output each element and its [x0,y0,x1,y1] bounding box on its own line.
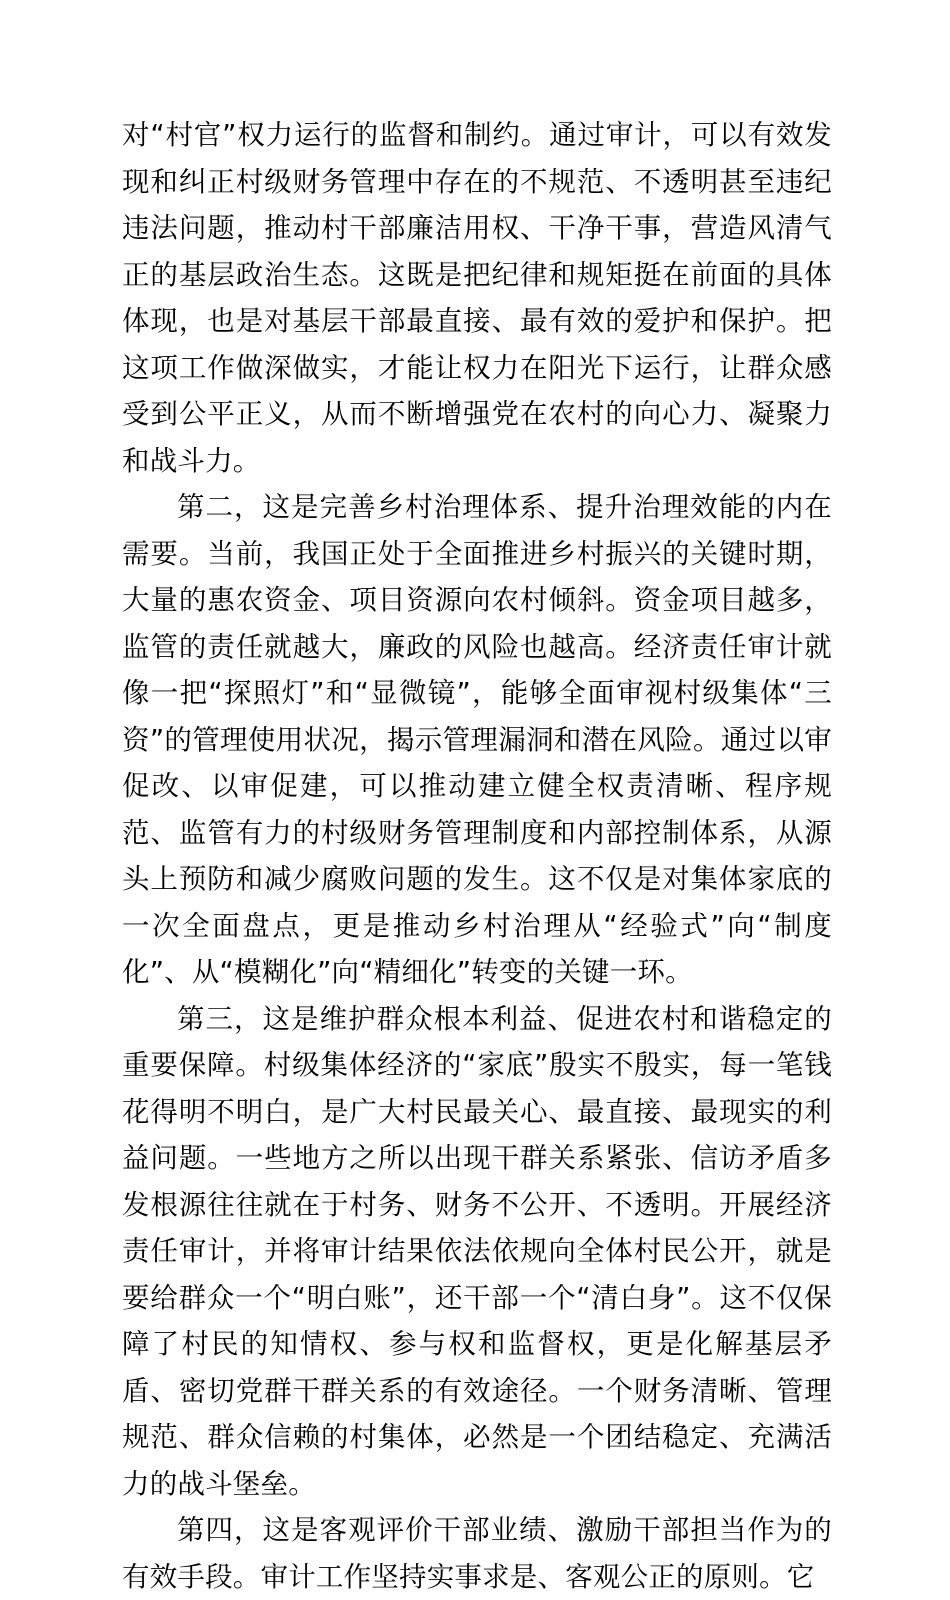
paragraph-4: 第四，这是客观评价干部业绩、激励干部担当作为的有效手段。审计工作坚持实事求是、客观公正的原则。它 [122,1514,832,1593]
paragraph-1: 对“村官”权力运行的监督和制约。通过审计，可以有效发现和纠正村级财务管理中存在的不规范、不透明甚至违纪违法问题，推动村干部廉洁用权、干净干事，营造风清气正的基层政治生态。这既是把纪律和规矩挺在前面的具体体现，也是对基层干部最直接、最有效的爱护和保护。把这项工作做深做实，才能让权力在阳光下运行，让群众感受到公平正义，从而不断增强党在农村的向心力、凝聚力和战斗力。 [122,119,832,477]
document-body [122,112,832,1600]
paragraph-3: 第三，这是维护群众根本利益、促进农村和谐稳定的重要保障。村级集体经济的“家底”殷实不殷实，每一笔钱花得明不明白，是广大村民最关心、最直接、最现实的利益问题。一些地方之所以出现干群关系紧张、信访矛盾多发根源往往就在于村务、财务不公开、不透明。开展经济责任审计，并将审计结果依法依规向全体村民公开，就是要给群众一个“明白账”，还干部一个“清白身”。这不仅保障了村民的知情权、参与权和监督权，更是化解基层矛盾、密切党群干群关系的有效途径。一个财务清晰、管理规范、群众信赖的村集体，必然是一个团结稳定、充满活力的战斗堡垒。 [122,1002,832,1500]
paragraph-2: 第二，这是完善乡村治理体系、提升治理效能的内在需要。当前，我国正处于全面推进乡村振兴的关键时期，大量的惠农资金、项目资源向农村倾斜。资金项目越多，监管的责任就越大，廉政的风险也越高。经济责任审计就像一把“探照灯”和“显微镜”，能够全面审视村级集体“三资”的管理使用状况，揭示管理漏洞和潜在风险。通过以审促改、以审促建，可以推动建立健全权责清晰、程序规范、监管有力的村级财务管理制度和内部控制体系，从源头上预防和减少腐败问题的发生。这不仅是对集体家底的一次全面盘点，更是推动乡村治理从“经验式”向“制度化”、从“模糊化”向“精细化”转变的关键一环。 [122,491,832,988]
